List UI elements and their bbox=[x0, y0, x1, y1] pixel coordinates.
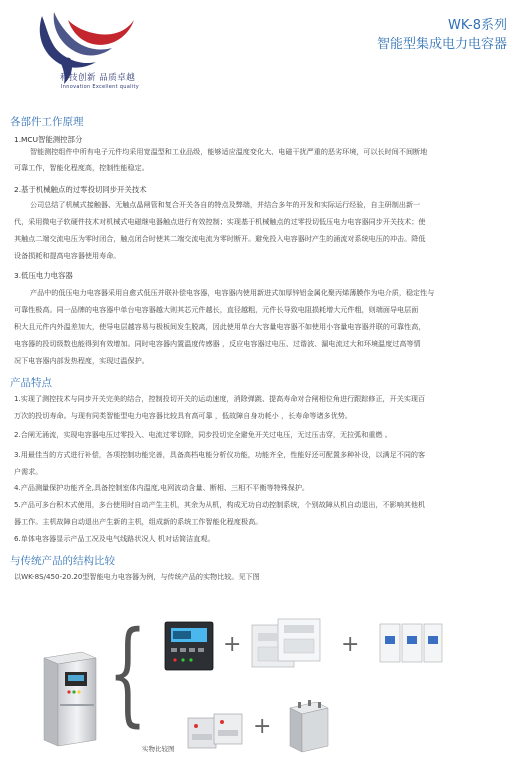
principle-2-line-3: 其触点二端交流电压为零时闭合，触点闭合时使其二端交流电流为零时断开。避免投入电容器时产生的涌流对系统电压的冲击。降低 bbox=[14, 234, 426, 243]
feature-1-line-1: 1.实现了测控技术与同步开关完美的结合，控制投切开关的运动速度，消除弹跳、提高寿命对合闸相位角进行跟踪修正，开关实现百 bbox=[14, 394, 426, 403]
principle-3-line-1: 产品中的低压电力电容器采用自愈式低压并联补偿电容器，电容器内使用新进式加厚锌铝金属化聚丙烯薄膜作为电介质，稳定性与 bbox=[30, 288, 435, 297]
principle-section-title: 各部件工作原理 bbox=[10, 116, 84, 128]
comparison-caption: 实物比较图 bbox=[142, 745, 175, 753]
feature-6-line-1: 6.单体电容器显示产品工况及电气线路状况人 机对话简洁直观。 bbox=[14, 534, 215, 543]
plus-sign-3: + bbox=[253, 714, 272, 739]
plus-sign-2: + bbox=[341, 632, 360, 657]
principle-2-line-2: 代，采用微电子软硬件技术对机械式电磁继电器触点进行有效控制；实现基于机械触点的过零投切低压电力电容器同步开关技术；使 bbox=[14, 217, 426, 226]
feature-3-line-2: 户需求。 bbox=[14, 467, 43, 476]
features-section-title: 产品特点 bbox=[10, 377, 52, 389]
tagline-chinese: 科技创新 品质卓越 bbox=[60, 73, 136, 83]
principle-heading-1: 1.MCU智能测控部分 bbox=[14, 135, 83, 144]
contactor-image bbox=[250, 615, 324, 671]
series-label: WK-8系列 bbox=[448, 18, 507, 33]
page-header bbox=[0, 0, 521, 108]
integrated-capacitor-image bbox=[38, 650, 100, 750]
plus-sign-1: + bbox=[223, 632, 242, 657]
principle-2-line-4: 设备损耗和提高电容器使用寿命。 bbox=[14, 251, 121, 260]
comparison-subtitle: 以WK-8S/450-20.20型智能电力电容器为例，与传统产品的实物比较。见下图 bbox=[14, 572, 260, 581]
principle-2-line-1: 公司总结了机械式接触器、无触点晶闸管和复合开关各自的特点及弊端，并结合多年的开发和实际运行经验，自主研制出新一 bbox=[30, 200, 421, 209]
feature-3-line-1: 3.用最佳当的方式进行补偿，各项控制功能完善，具备高档电能分析仪功能，功能齐全，性能好还可配置多种补设，以满足不同的客 bbox=[14, 450, 426, 459]
tagline-english: Innovation Excellent quality bbox=[61, 84, 139, 90]
feature-5-line-1: 5.产品可多台积木式使用，多台使用时自动产生主机，其余为从机，构成无功自动控制系统，个别故障从机自动退出，不影响其他机 bbox=[14, 500, 426, 509]
feature-5-line-2: 器工作。主机故障自动退出产生新的主机，组成新的系统工作智能化程度极高。 bbox=[14, 517, 263, 526]
principle-3-line-4: 电容器的投切级数也能得到有效增加。同时电容器内置温度传感器 ，反应电容器过电压、过谐波、漏电流过大和环境温度过高等情 bbox=[14, 339, 421, 348]
circuit-breaker-image bbox=[378, 620, 444, 666]
power-capacitor-image bbox=[286, 698, 332, 754]
feature-2-line-1: 2.合闸无涌流，实现电容器电压过零投入、电流过零切除，同步投切完全避免开关过电压，无过压击穿，无拉弧和重燃 。 bbox=[14, 430, 392, 439]
principle-3-line-3: 积大且元件内外温差加大，使导电层越容易与极板间发生脱离，因此使用单台大容量电容器不如使用小容量电容器并联的可靠性高， bbox=[14, 322, 426, 331]
thermal-relay-image bbox=[186, 708, 244, 752]
curly-brace: { bbox=[108, 608, 148, 738]
comparison-section-title: 与传统产品的结构比较 bbox=[10, 555, 115, 567]
reactive-controller-image bbox=[163, 620, 215, 672]
principle-3-line-2: 可靠性极高。同一品牌的电容器中单台电容器越大则其芯元件越长，直径越粗，元件长导致电阻损耗增大元件粗，则端面导电层面 bbox=[14, 305, 419, 314]
principle-1-line-1: 智能测控组件中所有电子元件均采用宽温型和工业品级，能够适应温度变化大、电磁干扰严重的恶劣环境，可以长时间不间断地 bbox=[30, 147, 428, 156]
product-name: 智能型集成电力电容器 bbox=[376, 37, 507, 52]
feature-1-line-2: 万次的投切寿命。与现有同类智能型电力电容器比较具有高可靠 ，低故障自身功耗小 ，长寿命等诸多优势。 bbox=[14, 411, 352, 420]
principle-1-line-2: 可靠工作，智能化程度高，控制性能稳定。 bbox=[14, 163, 149, 172]
principle-heading-2: 2.基于机械触点的过零投切同步开关技术 bbox=[14, 185, 147, 194]
feature-4-line-1: 4.产品测量保护功能齐全,具备控制室体内温度,电网波动含量、断相、三相不平衡等特殊保护。 bbox=[14, 483, 310, 492]
comparison-figure bbox=[0, 590, 521, 769]
principle-3-line-5: 况下电容器内部发热程度，实现过温保护。 bbox=[14, 356, 149, 365]
principle-heading-3: 3.低压电力电容器 bbox=[14, 271, 73, 280]
